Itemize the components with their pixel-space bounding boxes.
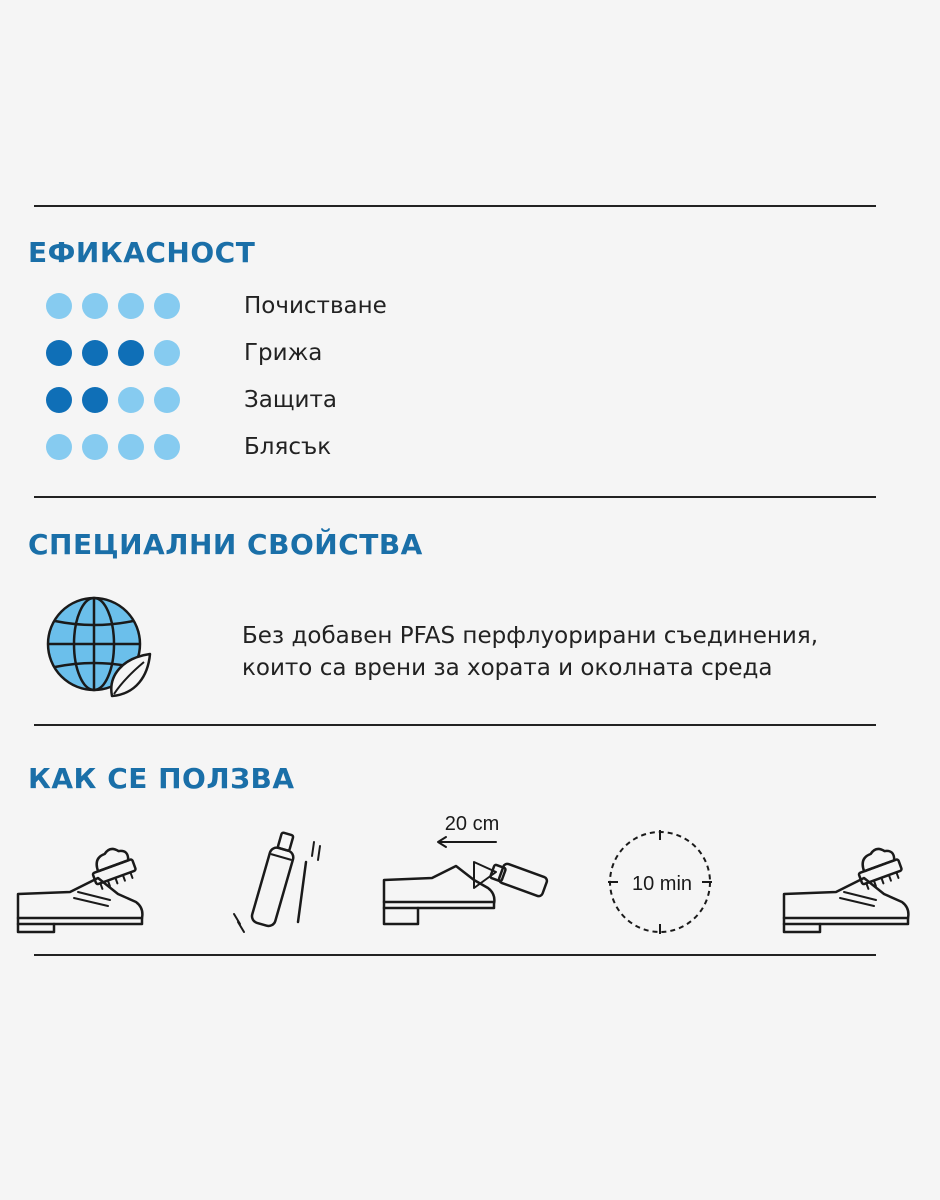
efficacy-label: Защита: [244, 387, 337, 413]
rating-dot-filled: [46, 387, 72, 413]
step-brush-shoe: [14, 840, 154, 936]
rating-dot-empty: [46, 293, 72, 319]
rating-dot-empty: [154, 387, 180, 413]
rating-dot-empty: [82, 434, 108, 460]
divider-special: [34, 724, 876, 726]
efficacy-row: [46, 291, 387, 321]
efficacy-label: Почистване: [244, 293, 387, 319]
step-spray-distance: [378, 808, 554, 936]
special-properties-heading: СПЕЦИАЛНИ СВОЙСТВА: [28, 528, 423, 561]
efficacy-heading: ЕФИКАСНОСТ: [28, 236, 256, 269]
step-brush-shoe-final: [780, 840, 920, 936]
rating-dot-empty: [118, 293, 144, 319]
step-shake-can: [228, 826, 328, 938]
how-to-use-heading: КАК СЕ ПОЛЗВА: [28, 762, 295, 795]
divider-bottom: [34, 954, 876, 956]
divider-efficacy: [34, 496, 876, 498]
rating-dot-filled: [118, 340, 144, 366]
efficacy-row: [46, 385, 337, 415]
timer-label: 10 min: [631, 873, 693, 895]
rating-dot-empty: [82, 293, 108, 319]
divider-top: [34, 205, 876, 207]
rating-dots: [46, 434, 244, 460]
step-wait-timer: [604, 826, 714, 938]
rating-dot-empty: [154, 340, 180, 366]
rating-dots: [46, 340, 244, 366]
rating-dot-empty: [154, 434, 180, 460]
shake-can-icon: [228, 826, 328, 938]
globe-leaf-icon: [44, 596, 156, 700]
efficacy-label: Грижа: [244, 340, 323, 366]
efficacy-row: [46, 432, 331, 462]
rating-dot-filled: [46, 340, 72, 366]
shoe-brush-icon: [14, 840, 154, 936]
feature-description: [242, 620, 882, 684]
rating-dot-filled: [82, 387, 108, 413]
rating-dot-empty: [118, 434, 144, 460]
shoe-brush-icon: [780, 840, 920, 936]
rating-dot-empty: [154, 293, 180, 319]
rating-dots: [46, 293, 244, 319]
rating-dot-filled: [82, 340, 108, 366]
rating-dot-empty: [46, 434, 72, 460]
distance-label: 20 cm: [444, 813, 500, 835]
rating-dot-empty: [118, 387, 144, 413]
rating-dots: [46, 387, 244, 413]
timer-icon: [604, 826, 714, 938]
feature-line-1: Без добавен PFAS перфлуорирани съединения,: [242, 623, 818, 649]
efficacy-label: Блясък: [244, 434, 332, 460]
feature-line-2: които са врени за хората и околната среда: [242, 655, 773, 681]
efficacy-row: [46, 338, 322, 368]
spray-shoe-icon: [378, 808, 554, 936]
